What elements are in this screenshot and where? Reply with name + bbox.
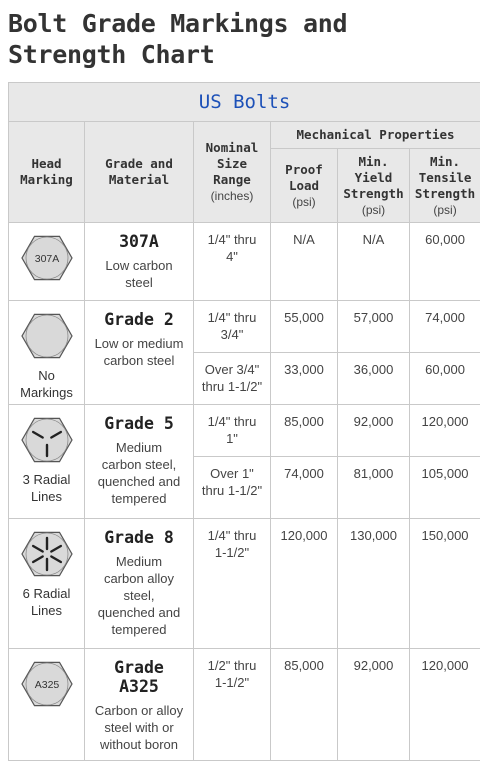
header-text: Mechanical Properties bbox=[296, 127, 455, 142]
size-range-line: 1/4" thru bbox=[207, 414, 257, 429]
material-line: carbon steel bbox=[103, 353, 175, 368]
table-row bbox=[9, 301, 480, 353]
material-line: Low or medium bbox=[94, 336, 184, 351]
size-range-cell bbox=[194, 519, 271, 649]
grade-name: 307A bbox=[119, 232, 159, 251]
header-text: Min. bbox=[429, 153, 461, 169]
header-text: Proof bbox=[285, 161, 323, 177]
size-range-line: Over 1" bbox=[210, 466, 254, 481]
header-unit: (psi) bbox=[361, 202, 386, 217]
size-range-line: 1-1/2" bbox=[214, 675, 250, 690]
header-text: Strength bbox=[414, 185, 476, 201]
yield-value-cell: 130,000 bbox=[338, 519, 410, 649]
header-mechanical-properties bbox=[271, 122, 480, 149]
proof-value-cell: 74,000 bbox=[271, 457, 338, 519]
yield-value-cell: 36,000 bbox=[338, 353, 410, 405]
size-range-line: 1/4" thru bbox=[207, 310, 257, 325]
header-nominal-size bbox=[194, 122, 271, 223]
header-text: Size bbox=[216, 156, 248, 171]
size-range-line: thru 1-1/2" bbox=[201, 483, 263, 498]
size-range-cell bbox=[194, 649, 271, 761]
size-range-line: Over 3/4" bbox=[204, 362, 260, 377]
material-line: steel with or bbox=[104, 720, 174, 735]
grade-material-text bbox=[85, 439, 193, 507]
table-caption: US Bolts bbox=[9, 83, 480, 122]
tensile-value-cell: 60,000 bbox=[410, 353, 480, 405]
header-unit: (psi) bbox=[433, 202, 457, 217]
proof-value-cell: 85,000 bbox=[271, 405, 338, 457]
grade-material-text bbox=[85, 257, 193, 291]
header-head-marking bbox=[9, 122, 85, 223]
yield-value-cell: N/A bbox=[338, 223, 410, 301]
size-range-line: 1-1/2" bbox=[214, 545, 250, 560]
bolt-grade-table bbox=[8, 82, 480, 761]
grade-material-cell bbox=[85, 519, 194, 649]
header-text: Yield bbox=[354, 169, 393, 185]
grade-name: Grade 2 bbox=[104, 310, 174, 329]
header-grade-material bbox=[85, 122, 194, 223]
head-marking-cell bbox=[9, 519, 85, 649]
tensile-value-cell: 150,000 bbox=[410, 519, 480, 649]
header-text: Min. bbox=[358, 153, 389, 169]
grade-material-cell bbox=[85, 405, 194, 519]
material-line: carbon steel, bbox=[101, 457, 177, 472]
header-text: Nominal bbox=[205, 140, 259, 155]
grade-material-cell bbox=[85, 301, 194, 405]
head-marking-label: 6 Radial bbox=[22, 586, 71, 601]
size-range-cell bbox=[194, 457, 271, 519]
header-text: Range bbox=[213, 172, 251, 187]
page-title-line-2: Strength Chart bbox=[8, 40, 215, 69]
size-range-line: 3/4" bbox=[220, 327, 244, 342]
size-range-cell bbox=[194, 223, 271, 301]
table-row bbox=[9, 223, 480, 301]
proof-value-cell: 33,000 bbox=[271, 353, 338, 405]
grade-name: Grade 5 bbox=[104, 414, 174, 433]
size-range-cell bbox=[194, 353, 271, 405]
yield-value-cell: 57,000 bbox=[338, 301, 410, 353]
hex-marking-text: A325 bbox=[34, 679, 59, 691]
material-line: without boron bbox=[99, 737, 179, 752]
header-text: Marking bbox=[20, 172, 73, 187]
yield-value-cell: 92,000 bbox=[338, 405, 410, 457]
size-range-cell bbox=[194, 405, 271, 457]
material-line: quenched and bbox=[97, 474, 181, 489]
material-line: quenched and bbox=[97, 605, 181, 620]
header-text: Tensile bbox=[418, 169, 472, 185]
grade-name: Grade 8 bbox=[104, 528, 174, 547]
size-range-line: 1/4" thru bbox=[207, 528, 257, 543]
table-row bbox=[9, 649, 480, 761]
header-text: Head bbox=[31, 156, 62, 171]
header-unit: (inches) bbox=[210, 189, 254, 203]
page-title-line-1: Bolt Grade Markings and bbox=[8, 9, 348, 38]
proof-value-cell: N/A bbox=[271, 223, 338, 301]
tensile-value-cell: 60,000 bbox=[410, 223, 480, 301]
material-line: carbon alloy bbox=[103, 571, 175, 586]
hex-marking-text: 307A bbox=[34, 253, 59, 265]
proof-value-cell: 120,000 bbox=[271, 519, 338, 649]
material-line: steel bbox=[125, 275, 153, 290]
grade-name: Grade bbox=[114, 658, 164, 677]
head-marking-cell bbox=[9, 405, 85, 519]
material-line: Medium bbox=[115, 440, 163, 455]
header-min-tensile bbox=[410, 149, 480, 223]
tensile-value-cell: 120,000 bbox=[410, 649, 480, 761]
material-line: tempered bbox=[111, 491, 167, 506]
material-line: Carbon or alloy bbox=[94, 703, 184, 718]
grade-material-text bbox=[85, 553, 193, 638]
hex-bolt-a325-icon bbox=[20, 657, 74, 711]
table-body bbox=[9, 223, 480, 761]
size-range-line: 4" bbox=[226, 249, 238, 264]
tensile-value-cell: 120,000 bbox=[410, 405, 480, 457]
head-marking-label: Lines bbox=[30, 603, 63, 618]
header-min-yield bbox=[338, 149, 410, 223]
header-proof-load bbox=[271, 149, 338, 223]
head-marking-cell bbox=[9, 649, 85, 761]
hex-bolt-6-radial-lines-icon bbox=[20, 527, 74, 581]
material-line: steel, bbox=[123, 588, 155, 603]
header-text: Load bbox=[288, 177, 320, 193]
size-range-cell bbox=[194, 301, 271, 353]
grade-material-text bbox=[85, 702, 193, 753]
grade-name: A325 bbox=[119, 677, 159, 696]
hex-bolt-307a-icon bbox=[20, 231, 74, 285]
grade-material-cell bbox=[85, 649, 194, 761]
size-range-line: 1/4" thru bbox=[207, 232, 257, 247]
material-line: Medium bbox=[115, 554, 163, 569]
head-marking-label: No bbox=[38, 368, 55, 383]
material-line: Low carbon bbox=[105, 258, 173, 273]
grade-material-text bbox=[85, 335, 193, 369]
proof-value-cell: 85,000 bbox=[271, 649, 338, 761]
grade-material-cell bbox=[85, 223, 194, 301]
size-range-line: 1/2" thru bbox=[207, 658, 257, 673]
size-range-line: 1" bbox=[226, 431, 238, 446]
header-unit: (psi) bbox=[292, 194, 316, 209]
material-line: tempered bbox=[111, 622, 167, 637]
yield-value-cell: 92,000 bbox=[338, 649, 410, 761]
head-marking-cell bbox=[9, 223, 85, 301]
table-row bbox=[9, 519, 480, 649]
page-title bbox=[0, 0, 480, 73]
tensile-value-cell: 74,000 bbox=[410, 301, 480, 353]
head-marking-label: Lines bbox=[30, 489, 63, 504]
header-text: Material bbox=[108, 172, 170, 187]
hex-bolt-3-radial-lines-icon bbox=[20, 413, 74, 467]
header-text: Strength bbox=[343, 185, 404, 201]
table-row bbox=[9, 405, 480, 457]
head-marking-label: Markings bbox=[20, 385, 73, 400]
size-range-line: thru 1-1/2" bbox=[201, 379, 263, 394]
head-marking-label: 3 Radial bbox=[22, 472, 71, 487]
header-text: Grade and bbox=[105, 156, 173, 171]
yield-value-cell: 81,000 bbox=[338, 457, 410, 519]
tensile-value-cell: 105,000 bbox=[410, 457, 480, 519]
proof-value-cell: 55,000 bbox=[271, 301, 338, 353]
head-marking-cell bbox=[9, 301, 85, 405]
hex-bolt-plain-icon bbox=[20, 309, 74, 363]
